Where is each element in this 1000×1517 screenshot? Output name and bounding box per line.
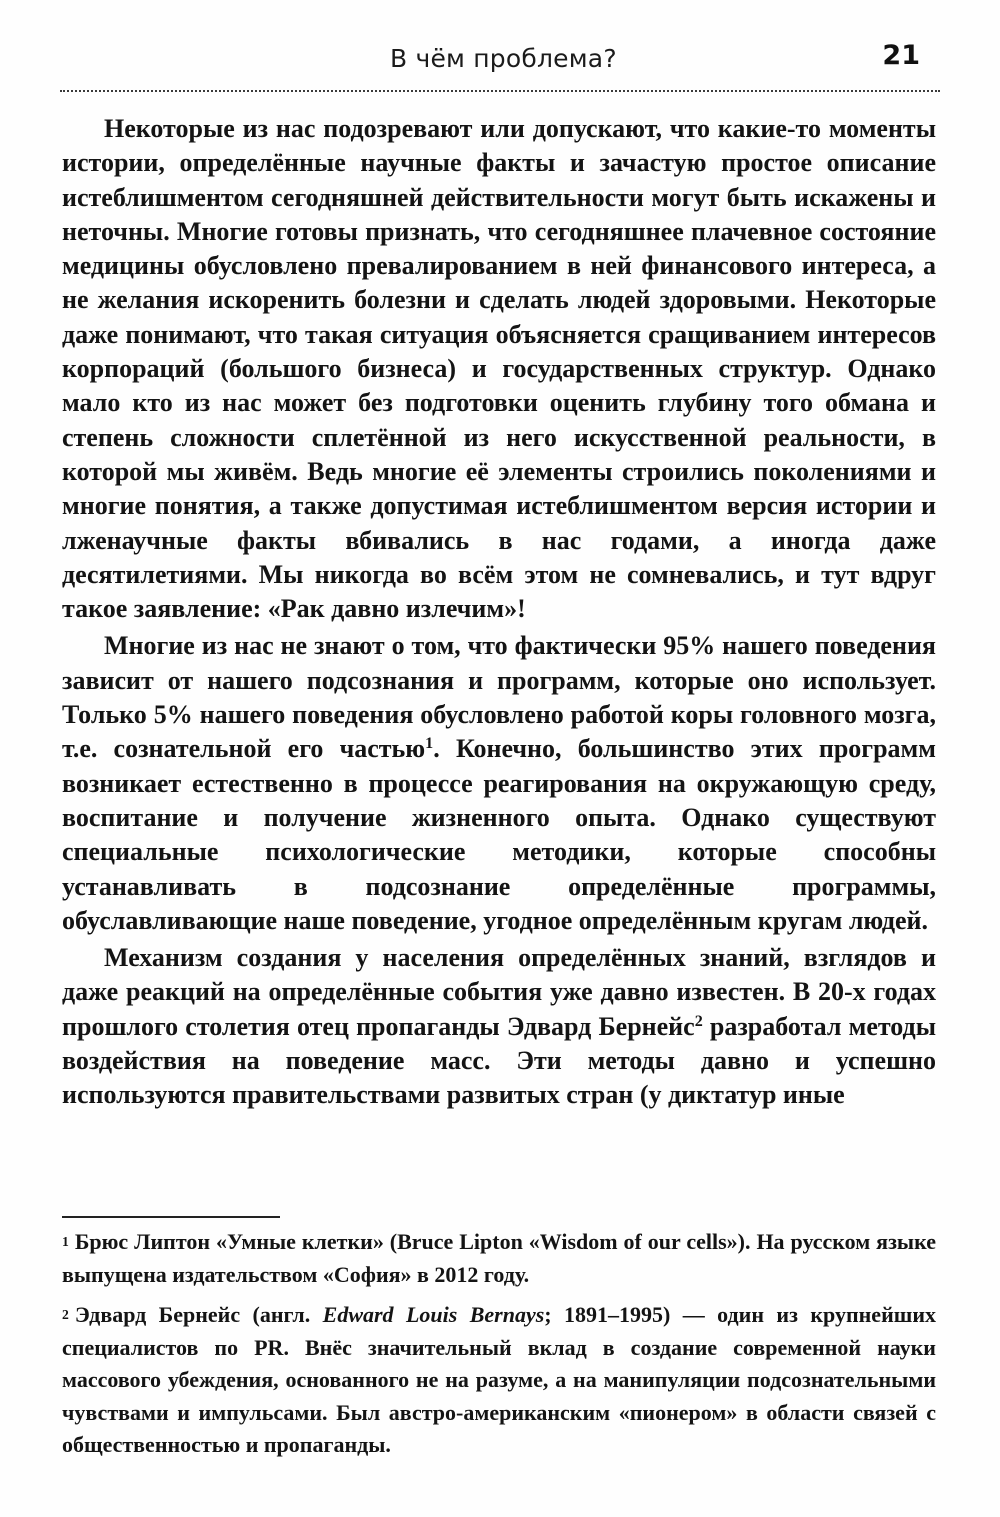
footnote-2-text-start: Эдвард Бернейс (англ. — [74, 1302, 323, 1327]
footnote-ref-2: 2 — [694, 1012, 703, 1030]
paragraph-1: Некоторые из нас подозревают или допускают, что какие-то моменты истории, определённые научные факты и зачастую простое описание истеблишментом сегодняшней действительности могут быть искажены и неточны. Многие готовы признать, что сегодняшнее плачевное состояние медицины обусловлено превалированием в ней финансового интереса, а не желания искоренить болезни и сделать людей здоровыми. Некоторые даже понимают, что такая ситуация объясняется сращиванием интересов корпораций (большого бизнеса) и государственных структур. Однако мало кто из нас может без подготовки оценить глубину того обмана и степень сложности сплетённой из него искусственной реальности, в которой мы живём. Ведь многие её элементы строились поколениями и многие понятия, а также допустимая истеблишментом версия истории и лженаучные факты вбивались в нас годами, а иногда даже десятилетиями. Мы никогда во всём этом не сомневались, и тут вдруг такое заявление: «Рак давно излечим»! — [62, 114, 936, 624]
footnote-2-text-end: ; 1891–1995) — один из крупнейших специалистов по PR. Внёс значительный вклад в создание современной науки массового убеждения, основанного не на разуме, а на манипуляции подсознательными чувствами и импульсами. Был австро-американским «пионером» в области связей с общественностью и пропаганды. — [62, 1302, 936, 1457]
paragraph-3 — [62, 941, 936, 1112]
footnote-2-mark: 2 — [62, 1307, 69, 1323]
running-header — [60, 38, 940, 92]
footnote-separator — [62, 1216, 280, 1218]
running-title: В чём проблема? — [390, 44, 617, 73]
footnote-2-italic-name: Edward Louis Bernays — [322, 1302, 545, 1327]
footnote-1 — [62, 1226, 936, 1291]
paragraph-2-text-start: Многие из нас не знают о том, что фактически 95% нашего поведения зависит от нашего подсознания и программ, которые оно использует. Только 5% нашего поведения обусловлено работой коры головного мозга, т.е. сознательной его частью — [62, 631, 936, 764]
paragraph-3-text-end: разработал методы воздействия на поведение масс. Эти методы давно и успешно используются правительствами развитых стран (у диктатур иные — [62, 1011, 937, 1110]
footnote-1-mark: 1 — [62, 1234, 69, 1250]
footnote-1-text: Брюс Липтон «Умные клетки» (Bruce Lipton «Wisdom of our cells»). На русском языке выпущена издательством «София» в 2012 году. — [62, 1229, 936, 1287]
main-text — [62, 112, 936, 1116]
paragraph-3-text-start: Механизм создания у населения определённых знаний, взглядов и даже реакций на определённые события уже давно известен. В 20-х годах прошлого столетия отец пропаганды Эдвард Бернейс — [62, 943, 936, 1041]
paragraph-2 — [62, 629, 936, 938]
footnote-2 — [62, 1299, 936, 1462]
footnotes — [62, 1226, 936, 1470]
paragraph-2-text-end: . Конечно, большинство этих программ возникает естественно в процессе реагирования на окружающую среду, воспитание и получение жизненного опыта. Однако существуют специальные психологические методики, которые способны устанавливать в подсознание определённые программы, обуславливающие наше поведение, угодное определённым кругам людей. — [62, 734, 936, 935]
footnote-ref-1: 1 — [425, 735, 434, 753]
page-number: 21 — [882, 40, 920, 71]
